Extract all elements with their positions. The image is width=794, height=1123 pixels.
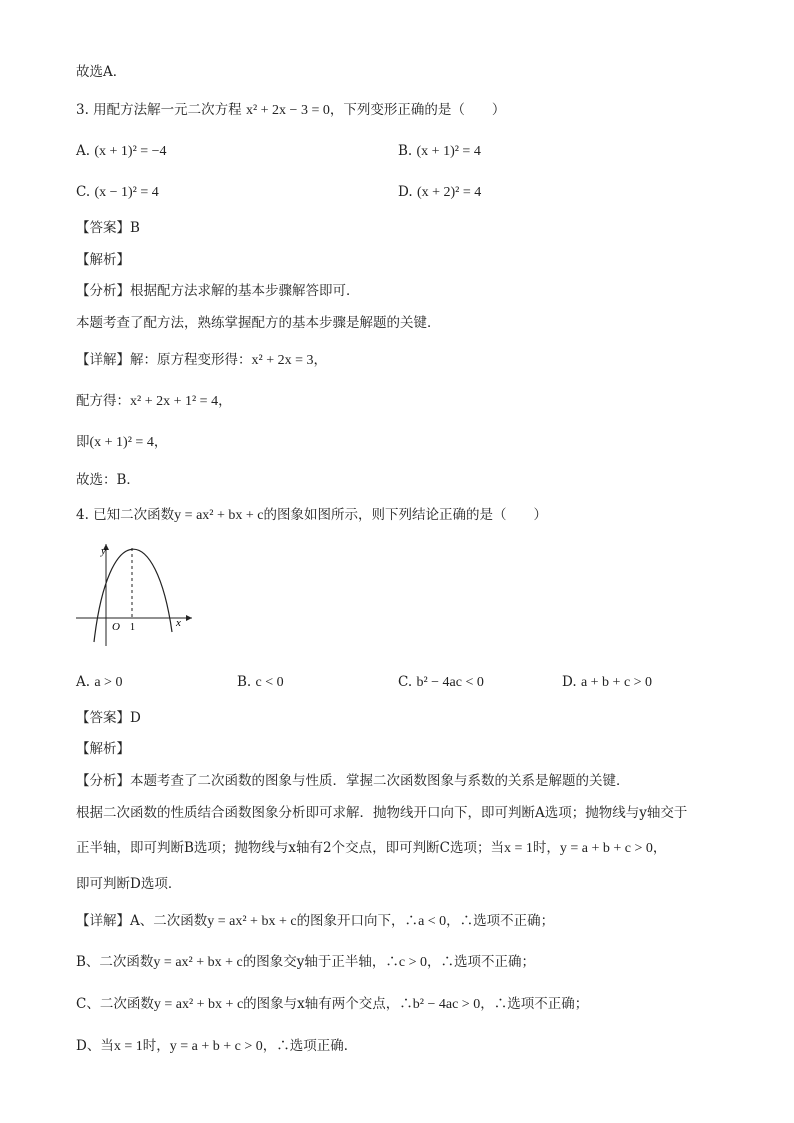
question-4: 4. 已知二次函数y = ax² + bx + c的图象如图所示，则下列结论正确的是（ ） [76,507,547,523]
text-line: 配方得：x² + 2x + 1² = 4， [76,393,232,409]
text-line: 【分析】本题考查了二次函数的图象与性质．掌握二次函数图象与系数的关系是解题的关键． [76,773,630,789]
option-c: C. (x − 1)² = 4 [76,184,159,200]
option-d: D. (x + 2)² = 4 [398,184,482,200]
origin-label: O [112,621,120,633]
text-line: 故选A． [76,64,127,80]
equation: x² + 2x − 3 = 0 [245,103,330,118]
text-line: 【详解】A、二次函数y = ax² + bx + c的图象开口向下，∴a < 0，∴选项不正确； [76,913,555,929]
text-line: 【详解】解：原方程变形得：x² + 2x = 3， [76,352,327,368]
x-axis-label: x [176,617,181,629]
option-a: A. a > 0 [76,674,123,690]
option-d: D. a + b + c > 0 [562,674,653,690]
text-line: 故选：B． [76,472,140,488]
x-axis-arrow [186,615,192,621]
question-3: 3. 用配方法解一元二次方程 x² + 2x − 3 = 0，下列变形正确的是（ ） [76,102,506,118]
text-line: 根据二次函数的性质结合函数图象分析即可求解．抛物线开口向下，即可判断A选项；抛物线与y轴交于 [76,805,688,821]
analysis-heading: 【解析】 [76,741,130,757]
option-b: B. (x + 1)² = 4 [398,143,481,159]
text-line: C、二次函数y = ax² + bx + c的图象与x轴有两个交点，∴b² − 4ac > 0，∴选项不正确； [76,996,589,1012]
parabola-graph [74,540,194,650]
analysis-heading: 【解析】 [76,252,130,268]
text-line: D、当x = 1时，y = a + b + c > 0，∴选项正确． [76,1038,358,1054]
y-axis-label: y [101,545,106,557]
text-line: 即(x + 1)² = 4， [76,434,168,450]
option-b: B. c < 0 [237,674,284,690]
text-line: B、二次函数y = ax² + bx + c的图象交y轴于正半轴，∴c > 0，∴选项不正确； [76,954,535,970]
option-c: C. b² − 4ac < 0 [398,674,484,690]
text-line: 【分析】根据配方法求解的基本步骤解答即可． [76,283,360,299]
text-line: 即可判断D选项． [76,876,182,892]
text-line: 本题考查了配方法，熟练掌握配方的基本步骤是解题的关键． [76,315,441,331]
tick-label: 1 [130,622,135,633]
option-a: A. (x + 1)² = −4 [76,143,167,159]
answer-3: 【答案】B [76,220,140,236]
answer-4: 【答案】D [76,710,141,726]
text-line: 正半轴，即可判断B选项；抛物线与x轴有2个交点，即可判断C选项；当x = 1时，y = a + b + c > 0， [76,840,667,856]
